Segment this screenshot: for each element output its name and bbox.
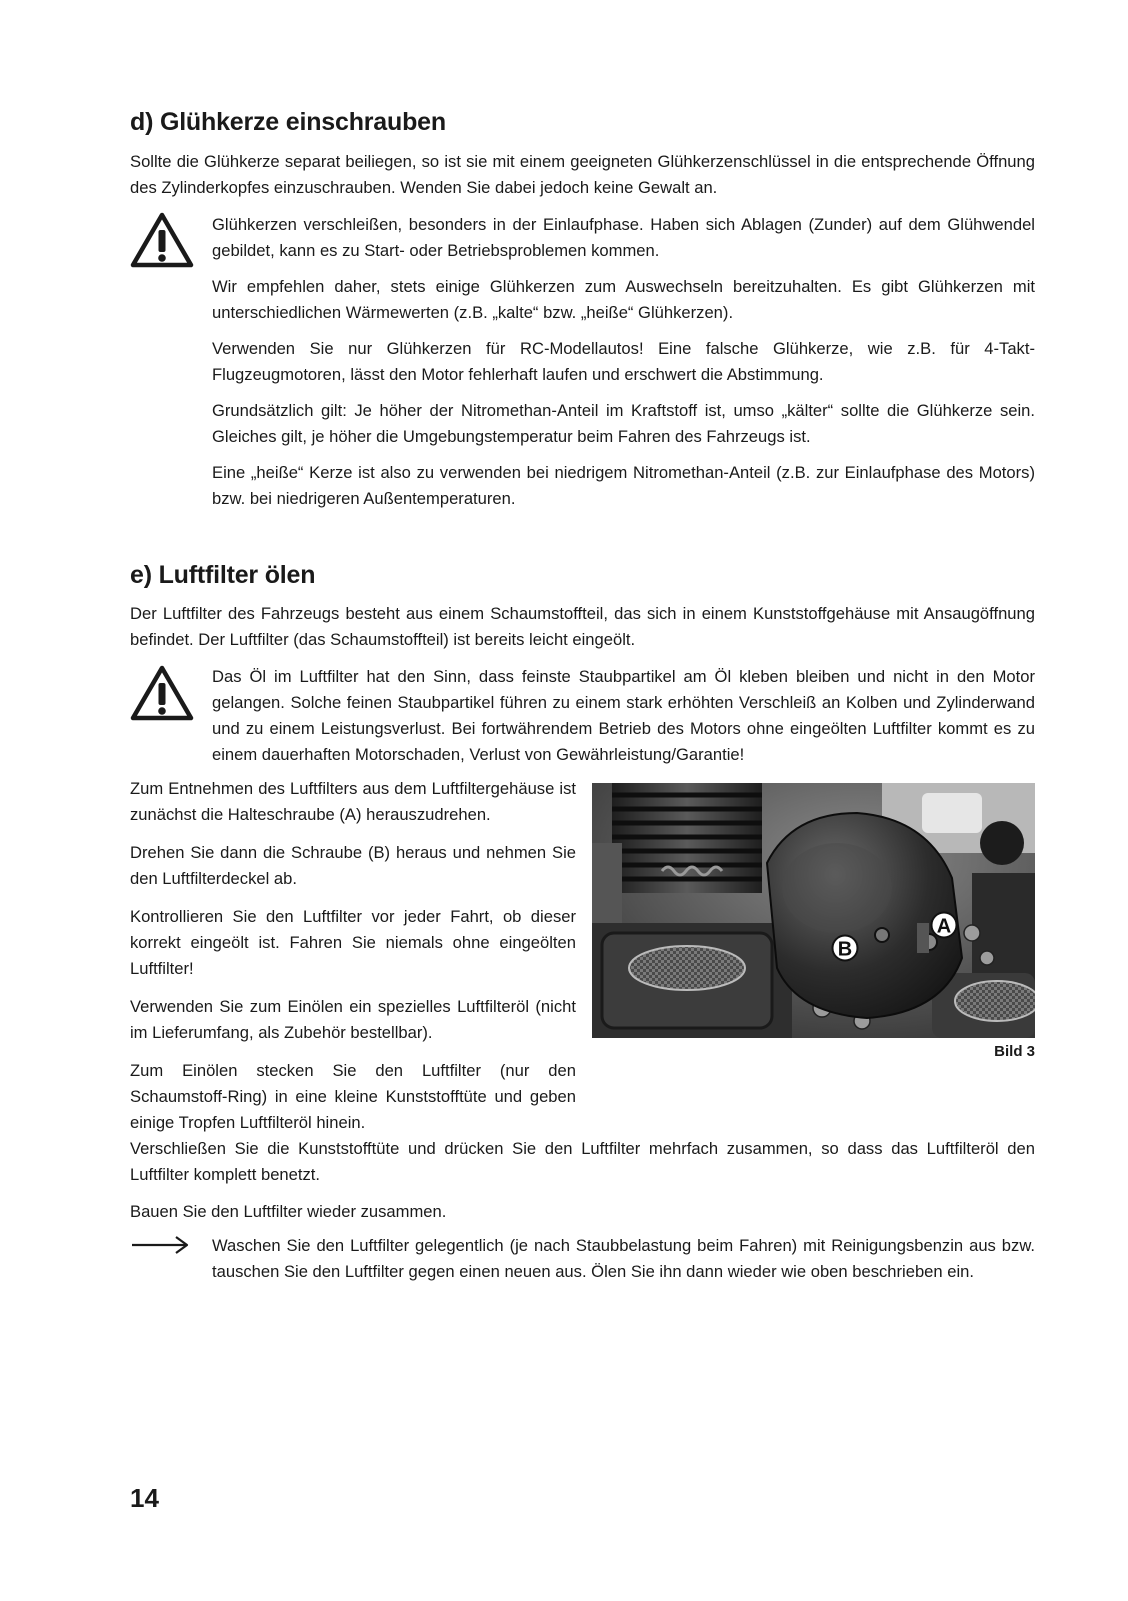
marker-b-label: B [837, 938, 853, 961]
tip-note [212, 1233, 1035, 1295]
section-d-notes [212, 212, 1035, 522]
section-e-intro-text: Der Luftfilter des Fahrzeugs besteht aus einem Schaumstoffteil, das sich in einem Kunststoffgehäuse mit Ansaugöffnung befindet. Der Luftfilter (das Schaumstoffteil) ist bereits leicht eingeölt. [130, 604, 1035, 649]
section-d-heading: d) Glühkerze einschrauben [130, 108, 446, 136]
instruction-paragraph: Kontrollieren Sie den Luftfilter vor jeder Fahrt, ob dieser korrekt eingeölt ist. Fahren Sie niemals ohne eingeölten Luftfilter! [130, 907, 576, 978]
photo-marker-a [932, 913, 957, 938]
photo-caption: Bild 3 [994, 1043, 1035, 1060]
warning-paragraph: Das Öl im Luftfilter hat den Sinn, dass feinste Staubpartikel am Öl kleben bleiben und nicht in den Motor gelangen. Solche feinen Staubpartikel führen zu einem stark erhöhten Verschleiß an Kolben und Zylinderwand und zu einem Leistungsverlust. Bei fortwährendem Betrieb des Motors ohne eingeölten Luftfilter kommt es zu einem dauerhaften Motorschaden, Verlust von Gewährleistung/Garantie! [212, 667, 1035, 764]
marker-a-label: A [936, 915, 952, 938]
page-number: 14 [130, 1483, 159, 1513]
air-filter-photo [592, 783, 1035, 1038]
filter-instructions-column [130, 776, 576, 1148]
section-e-warning [212, 664, 1035, 778]
note-paragraph: Wir empfehlen daher, stets einige Glühkerzen zum Auswechseln bereitzuhalten. Es gibt Glühkerzen mit unterschiedlichen Wärmewerten (z.B. „kalte“ bzw. „heiße“ Glühkerzen). [212, 277, 1035, 322]
note-paragraph: Verwenden Sie nur Glühkerzen für RC-Modellautos! Eine falsche Glühkerze, wie z.B. für 4-Takt-Flugzeugmotoren, lässt den Motor fehlerhaft laufen und erschwert die Abstimmung. [212, 339, 1035, 384]
instruction-paragraph: Verwenden Sie zum Einölen ein spezielles Luftfilteröl (nicht im Lieferumfang, als Zubehör bestellbar). [130, 997, 576, 1042]
warning-triangle-icon [130, 664, 194, 727]
instruction-paragraph: Zum Entnehmen des Luftfilters aus dem Luftfiltergehäuse ist zunächst die Halteschraube (A) herauszudrehen. [130, 779, 576, 824]
tip-paragraph: Waschen Sie den Luftfilter gelegentlich (je nach Staubbelastung beim Fahren) mit Reinigungsbenzin aus bzw. tauschen Sie den Luftfilter gegen einen neuen aus. Ölen Sie ihn dann wieder wie oben beschrieben ein. [212, 1236, 1035, 1281]
section-e-intro [130, 601, 1035, 653]
warning-triangle-icon [130, 211, 194, 274]
instruction-paragraph: Drehen Sie dann die Schraube (B) heraus und nehmen Sie den Luftfilterdeckel ab. [130, 843, 576, 888]
section-e-heading: e) Luftfilter ölen [130, 561, 316, 589]
after-paragraph: Bauen Sie den Luftfilter wieder zusammen. [130, 1202, 447, 1221]
section-d-intro-text: Sollte die Glühkerze separat beiliegen, so ist sie mit einem geeigneten Glühkerzenschlüssel in die entsprechende Öffnung des Zylinderkopfes einzuschrauben. Wenden Sie dabei jedoch keine Gewalt an. [130, 152, 1035, 197]
note-paragraph: Glühkerzen verschleißen, besonders in der Einlaufphase. Haben sich Ablagen (Zunder) auf dem Glühwendel gebildet, kann es zu Start- oder Betriebsproblemen kommen. [212, 215, 1035, 260]
section-e-after [130, 1136, 1035, 1225]
after-paragraph: Verschließen Sie die Kunststofftüte und drücken Sie den Luftfilter mehrfach zusammen, so dass das Luftfilteröl den Luftfilter komplett benetzt. [130, 1139, 1035, 1184]
instruction-paragraph: Zum Einölen stecken Sie den Luftfilter (nur den Schaumstoff-Ring) in eine kleine Kunststofftüte und geben einige Tropfen Luftfilteröl hinein. [130, 1061, 576, 1132]
note-paragraph: Grundsätzlich gilt: Je höher der Nitromethan-Anteil im Kraftstoff ist, umso „kälter“ sollte die Glühkerze sein. Gleiches gilt, je höher die Umgebungstemperatur beim Fahren des Fahrzeugs ist. [212, 401, 1035, 446]
note-paragraph: Eine „heiße“ Kerze ist also zu verwenden bei niedrigem Nitromethan-Anteil (z.B. zur Einlaufphase des Motors) bzw. bei niedrigeren Außentemperaturen. [212, 463, 1035, 508]
section-d-intro [130, 149, 1035, 201]
arrow-right-icon [130, 1235, 192, 1260]
photo-marker-b [833, 936, 858, 961]
